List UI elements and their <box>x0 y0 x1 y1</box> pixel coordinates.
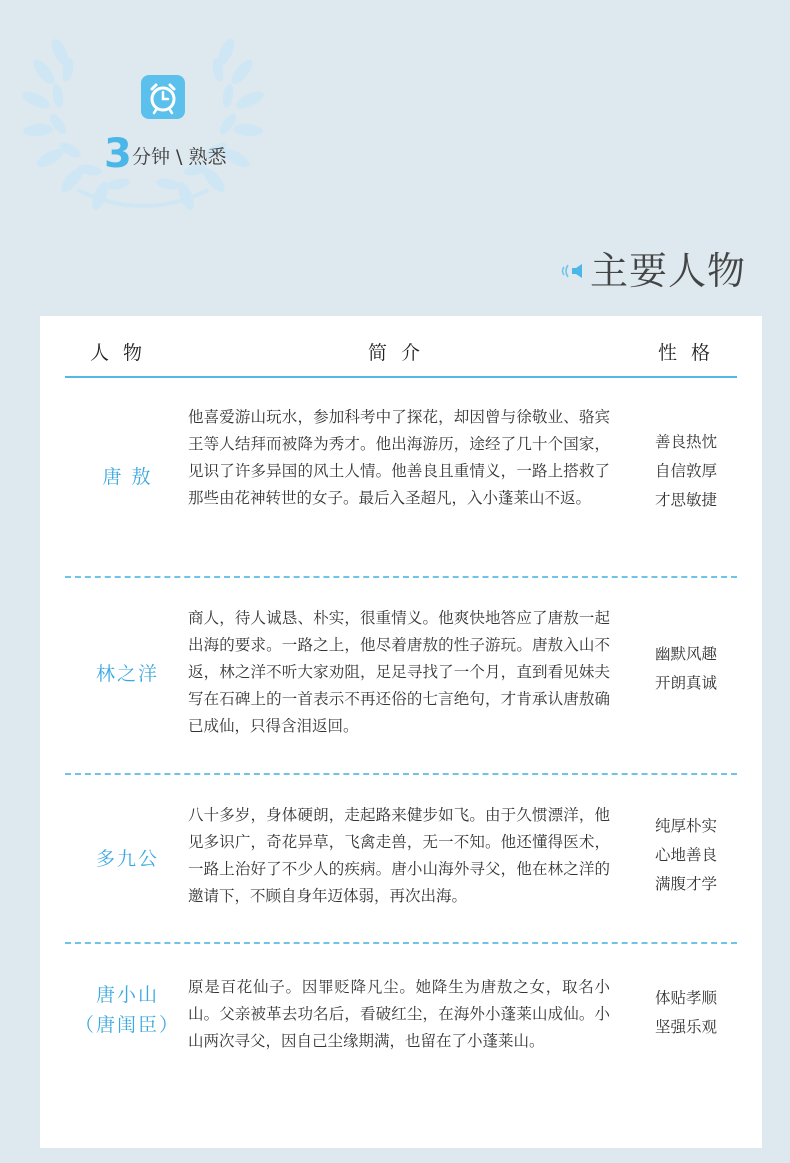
header-name: 人物 <box>90 342 157 364</box>
trait: 善良热忱 <box>654 433 717 451</box>
row-divider <box>65 773 737 775</box>
badge-number: 3 <box>104 131 132 177</box>
trait: 纯厚朴实 <box>654 817 717 835</box>
character-traits <box>636 984 736 1042</box>
characters-table <box>40 316 762 1148</box>
character-traits <box>636 640 736 698</box>
time-badge <box>18 22 268 217</box>
character-desc: 他喜爱游山玩水，参加科考中了探花，却因曾与徐敬业、骆宾王等人结拜而被降为秀才。他出海游历，途经了几十个国家，见识了许多异国的风土人情。他善良且重情义，一路上搭救了那些由花神转世的女子。最后入圣超凡，入小蓬莱山不返。 <box>188 408 610 507</box>
row-divider <box>65 576 737 578</box>
trait: 满腹才学 <box>654 875 717 893</box>
character-traits <box>636 812 736 899</box>
character-name <box>65 980 190 1040</box>
character-name: 林之洋 <box>95 663 159 685</box>
trait: 体贴孝顺 <box>654 989 717 1007</box>
speaker-icon <box>560 261 586 281</box>
header-desc: 简介 <box>368 342 435 364</box>
character-name: 多九公 <box>95 848 159 870</box>
trait: 开朗真诚 <box>654 674 717 692</box>
trait: 自信敦厚 <box>654 462 717 480</box>
character-traits <box>636 428 736 515</box>
badge-label: 分钟 \ 熟悉 <box>132 146 227 168</box>
section-title: 主要人物 <box>590 249 747 293</box>
character-name: 唐 敖 <box>102 466 153 488</box>
trait: 幽默风趣 <box>654 645 717 663</box>
row-divider <box>65 942 737 944</box>
trait: 坚强乐观 <box>654 1018 717 1036</box>
character-alias: （唐闺臣） <box>74 1014 180 1036</box>
header-traits: 性格 <box>658 342 725 364</box>
trait: 心地善良 <box>654 846 717 864</box>
character-desc: 八十多岁，身体硬朗，走起路来健步如飞。由于久惯漂洋，他见多识广，奇花异草，飞禽走兽，无一不知。他还懂得医术，一路上治好了不少人的疾病。唐小山海外寻父，他在林之洋的邀请下，不顾自身年迈体弱，再次出海。 <box>188 806 610 905</box>
header-underline <box>65 376 737 378</box>
trait: 才思敏捷 <box>654 491 717 509</box>
character-desc: 商人，待人诚恳、朴实，很重情义。他爽快地答应了唐敖一起出海的要求。一路之上，他尽着唐敖的性子游玩。唐敖入山不返，林之洋不听大家劝阻，足足寻找了一个月，直到看见妹夫写在石碑上的一首表示不再还俗的七言绝句，才肯承认唐敖确已成仙，只得含泪返回。 <box>188 609 610 735</box>
character-desc: 原是百花仙子。因罪贬降凡尘。她降生为唐敖之女，取名小山。父亲被革去功名后，看破红尘，在海外小蓬莱山成仙。小山两次寻父，因自己尘缘期满，也留在了小蓬莱山。 <box>188 978 610 1050</box>
character-name-main: 唐小山 <box>95 984 159 1006</box>
alarm-clock-icon <box>141 75 185 119</box>
laurel-wreath-icon <box>18 22 268 217</box>
